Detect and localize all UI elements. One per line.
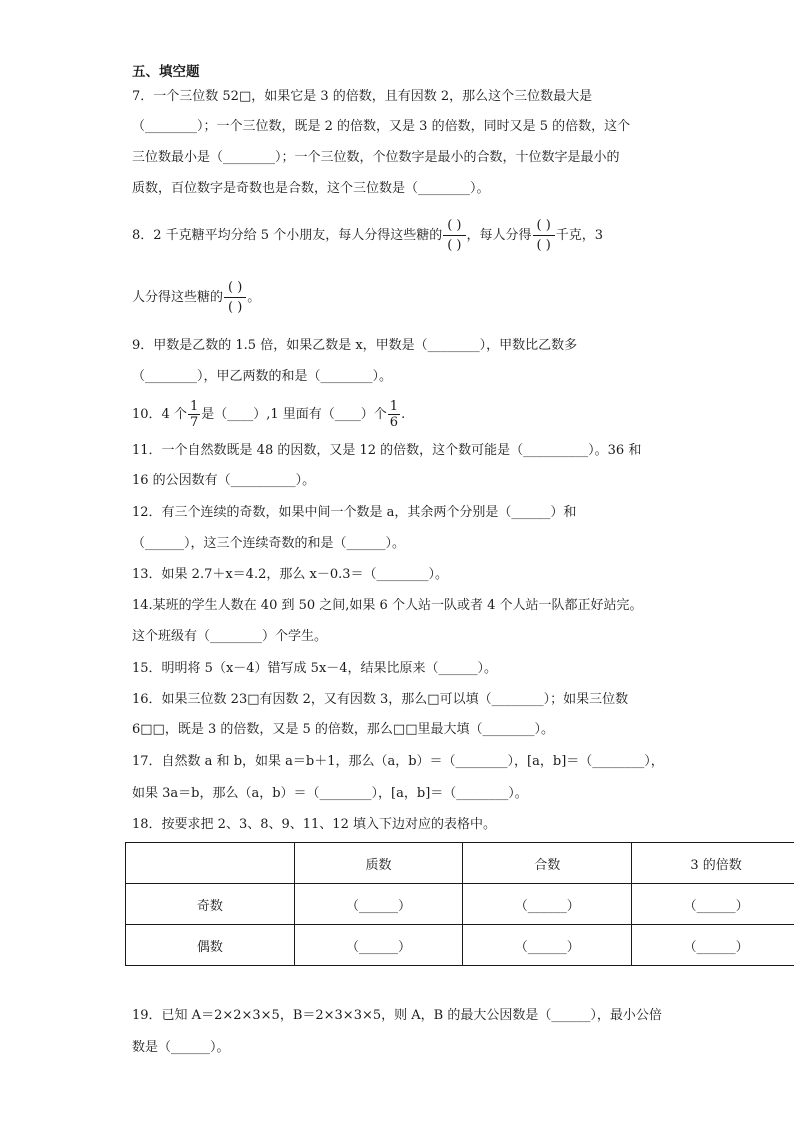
fraction-numerator: 1: [189, 399, 199, 414]
q10-fraction-2: [388, 399, 400, 430]
q8-text-1: 8．2 千克糖平均分给 5 个小朋友，每人分得这些糖的: [132, 228, 443, 243]
table-cell-blank: （______）: [294, 884, 463, 925]
q10-text-a: 10．4 个: [132, 407, 187, 422]
table-row-label: 奇数: [126, 884, 295, 925]
q17-line-1: 17．自然数 a 和 b，如果 a＝b＋1，那么（a，b）＝（________），[a，b]＝（________），: [132, 754, 664, 769]
q16-line-1: 16．如果三位数 23□有因数 2，又有因数 3，那么□可以填（________）；如果三位数: [132, 692, 629, 707]
q10-fraction-1: [188, 399, 200, 430]
q19-line-2: 数是（______）。: [132, 1040, 230, 1055]
question-10: [132, 397, 405, 433]
fraction-denominator-blank: ( ): [536, 238, 551, 253]
q14-line-2: 这个班级有（________）个学生。: [132, 629, 328, 644]
q7-line-4: 质数，百位数字是奇数也是合数，这个三位数是（________）。: [132, 181, 490, 196]
q12-line-2: （______），这三个连续奇数的和是（______）。: [132, 536, 406, 551]
table-row: [126, 925, 794, 966]
q8-fraction-blank-3: [224, 278, 246, 317]
table-header-cell: 3 的倍数: [632, 843, 794, 884]
table-cell-blank: （______）: [632, 884, 794, 925]
table-header-cell: 合数: [463, 843, 632, 884]
table-cell-blank: （______）: [294, 925, 463, 966]
fraction-denominator: 6: [389, 415, 399, 430]
q7-line-3: 三位数最小是（________）；一个三位数，个位数字是最小的合数，十位数字是最小的: [132, 150, 620, 165]
table-cell-blank: （______）: [463, 884, 632, 925]
q18-table: [125, 842, 794, 966]
q12-line-1: 12．有三个连续的奇数，如果中间一个数是 a，其余两个分别是（______）和: [132, 505, 577, 520]
q11-line-1: 11．一个自然数既是 48 的因数，又是 12 的倍数，这个数可能是（__________）。36 和: [132, 443, 642, 458]
question-13: 13．如果 2.7＋x＝4.2，那么 x－0.3＝（________）。: [132, 567, 448, 582]
q9-line-2: （________），甲乙两数的和是（________）。: [132, 369, 393, 384]
q8-text-4: 人分得这些糖的: [132, 290, 224, 305]
q8-fraction-blank-2: [533, 216, 555, 255]
q11-line-2: 16 的公因数有（__________）。: [132, 473, 316, 488]
question-15: 15．明明将 5（x－4）错写成 5x－4，结果比原来（______）。: [132, 661, 498, 676]
table-cell-blank: （______）: [632, 925, 794, 966]
q7-line-2: （________）；一个三位数，既是 2 的倍数，又是 3 的倍数，同时又是 5 的倍数，这个: [132, 119, 631, 134]
table-row: [126, 884, 794, 925]
table-row-label: 偶数: [126, 925, 295, 966]
q8-text-2: ，每人分得: [466, 228, 532, 243]
q16-line-2: 6□□，既是 3 的倍数，又是 5 的倍数，那么□□里最大填（________）。: [132, 722, 554, 737]
q7-line-1: 7．一个三位数 52□，如果它是 3 的倍数，且有因数 2，那么这个三位数最大是: [132, 89, 593, 104]
fraction-denominator-blank: ( ): [228, 300, 243, 315]
table-header-row: [126, 843, 794, 884]
q14-line-1: 14.某班的学生人数在 40 到 50 之间,如果 6 个人站一队或者 4 个人站一队都正好站完。: [132, 598, 643, 613]
q10-text-b: 是（____）,1 里面有（____）个: [201, 407, 387, 422]
fraction-numerator-blank: ( ): [228, 280, 243, 295]
table-header-cell: [126, 843, 295, 884]
q8-text-3: 千克，3: [555, 228, 604, 243]
fraction-numerator: 1: [389, 399, 399, 414]
fraction-denominator-blank: ( ): [447, 238, 462, 253]
q8-line-1: [132, 214, 603, 258]
table-cell-blank: （______）: [463, 925, 632, 966]
q19-line-1: 19．已知 A＝2×2×3×5，B＝2×3×3×5，则 A，B 的最大公因数是（______），最小公倍: [132, 1008, 662, 1023]
fraction-numerator-blank: ( ): [536, 218, 551, 233]
section-title: 五、填空题: [132, 64, 200, 80]
fraction-numerator-blank: ( ): [447, 218, 462, 233]
q9-line-1: 9．甲数是乙数的 1.5 倍，如果乙数是 x，甲数是（________），甲数比乙数多: [132, 338, 578, 353]
q8-line-2: [132, 276, 260, 320]
q17-line-2: 如果 3a＝b，那么（a，b）＝（________），[a，b]＝（________）。: [132, 786, 528, 801]
q8-text-5: 。: [247, 290, 261, 305]
fraction-denominator: 7: [189, 415, 199, 430]
table-header-cell: 质数: [294, 843, 463, 884]
question-18: 18．按要求把 2、3、8、9、11、12 填入下边对应的表格中。: [132, 817, 496, 832]
q10-text-c: .: [401, 407, 406, 422]
q8-fraction-blank-1: [443, 216, 465, 255]
